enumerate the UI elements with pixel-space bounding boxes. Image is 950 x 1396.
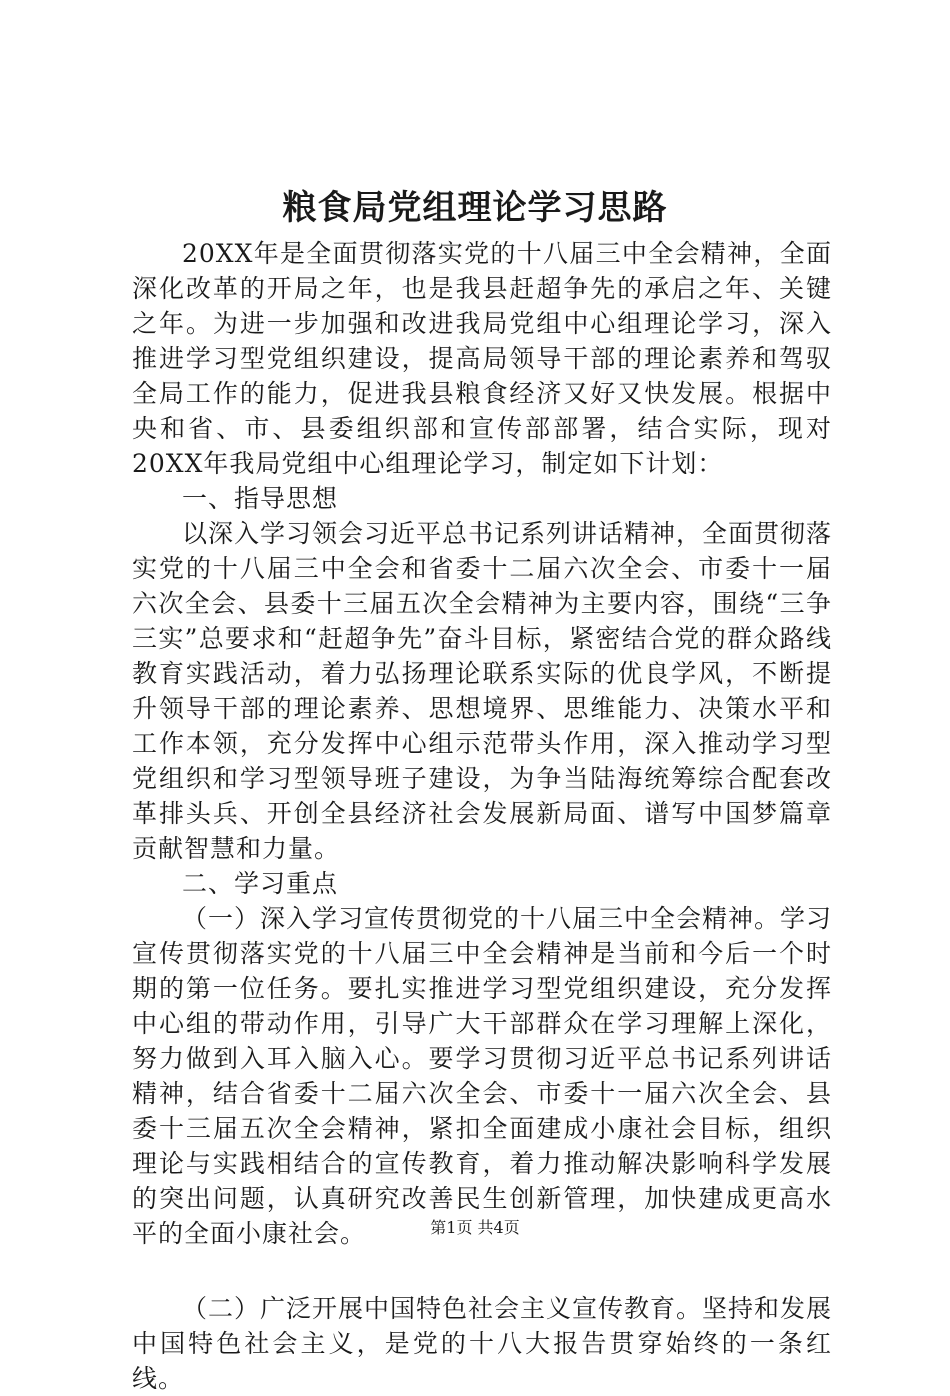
guiding-ideology-paragraph: 以深入学习领会习近平总书记系列讲话精神，全面贯彻落实党的十八届三中全会和省委十二届六次全会、市委十一届六次全会、县委十三届五次全会精神为主要内容，围绕“三争三实”总要求和“赶超争先”奋斗目标，紧密结合党的群众路线教育实践活动，着力弘扬理论联系实际的优良学风，不断提升领导干部的理论素养、思想境界、思维能力、决策水平和工作本领，充分发挥中心组示范带头作用，深入推动学习型党组织和学习型领导班子建设，为争当陆海统筹综合配套改革排头兵、开创全县经济社会发展新局面、谱写中国梦篇章贡献智慧和力量。: [132, 519, 833, 863]
intro-paragraph: 20XX年是全面贯彻落实党的十八届三中全会精神，全面深化改革的开局之年，也是我县赶超争先的承启之年、关键之年。为进一步加强和改进我局党组中心组理论学习，深入推进学习型党组织建设，提高局领导干部的理论素养和驾驭全局工作的能力，促进我县粮食经济又好又快发展。根据中央和省、市、县委组织部和宣传部部署，结合实际，现对20XX年我局党组中心组理论学习，制定如下计划：: [132, 239, 832, 478]
study-point-1-paragraph: （一）深入学习宣传贯彻党的十八届三中全会精神。学习宣传贯彻落实党的十八届三中全会精神是当前和今后一个时期的第一位任务。要扎实推进学习型党组织建设，充分发挥中心组的带动作用，引导广大干部群众在学习理解上深化，努力做到入耳入脑入心。要学习贯彻习近平总书记系列讲话精神，结合省委十二届六次全会、市委十一届六次全会、县委十三届五次全会精神，紧扣全面建成小康社会目标，组织理论与实践相结合的宣传教育，着力推动解决影响科学发展的突出问题，认真研究改善民生创新管理，加快建成更高水平的全面小康社会。: [132, 904, 833, 1248]
section-heading-study-focus: 二、学习重点: [182, 869, 339, 898]
section-heading-guiding-ideology: 一、指导思想: [182, 484, 339, 513]
paragraph-spacer: [132, 1251, 832, 1291]
document-title: 粮食局党组理论学习思路: [282, 188, 668, 228]
page-footer: 第1页 共4页: [430, 1218, 520, 1237]
study-point-2-paragraph: （二）广泛开展中国特色社会主义宣传教育。坚持和发展中国特色社会主义，是党的十八大报告贯穿始终的一条红线。: [132, 1294, 833, 1393]
